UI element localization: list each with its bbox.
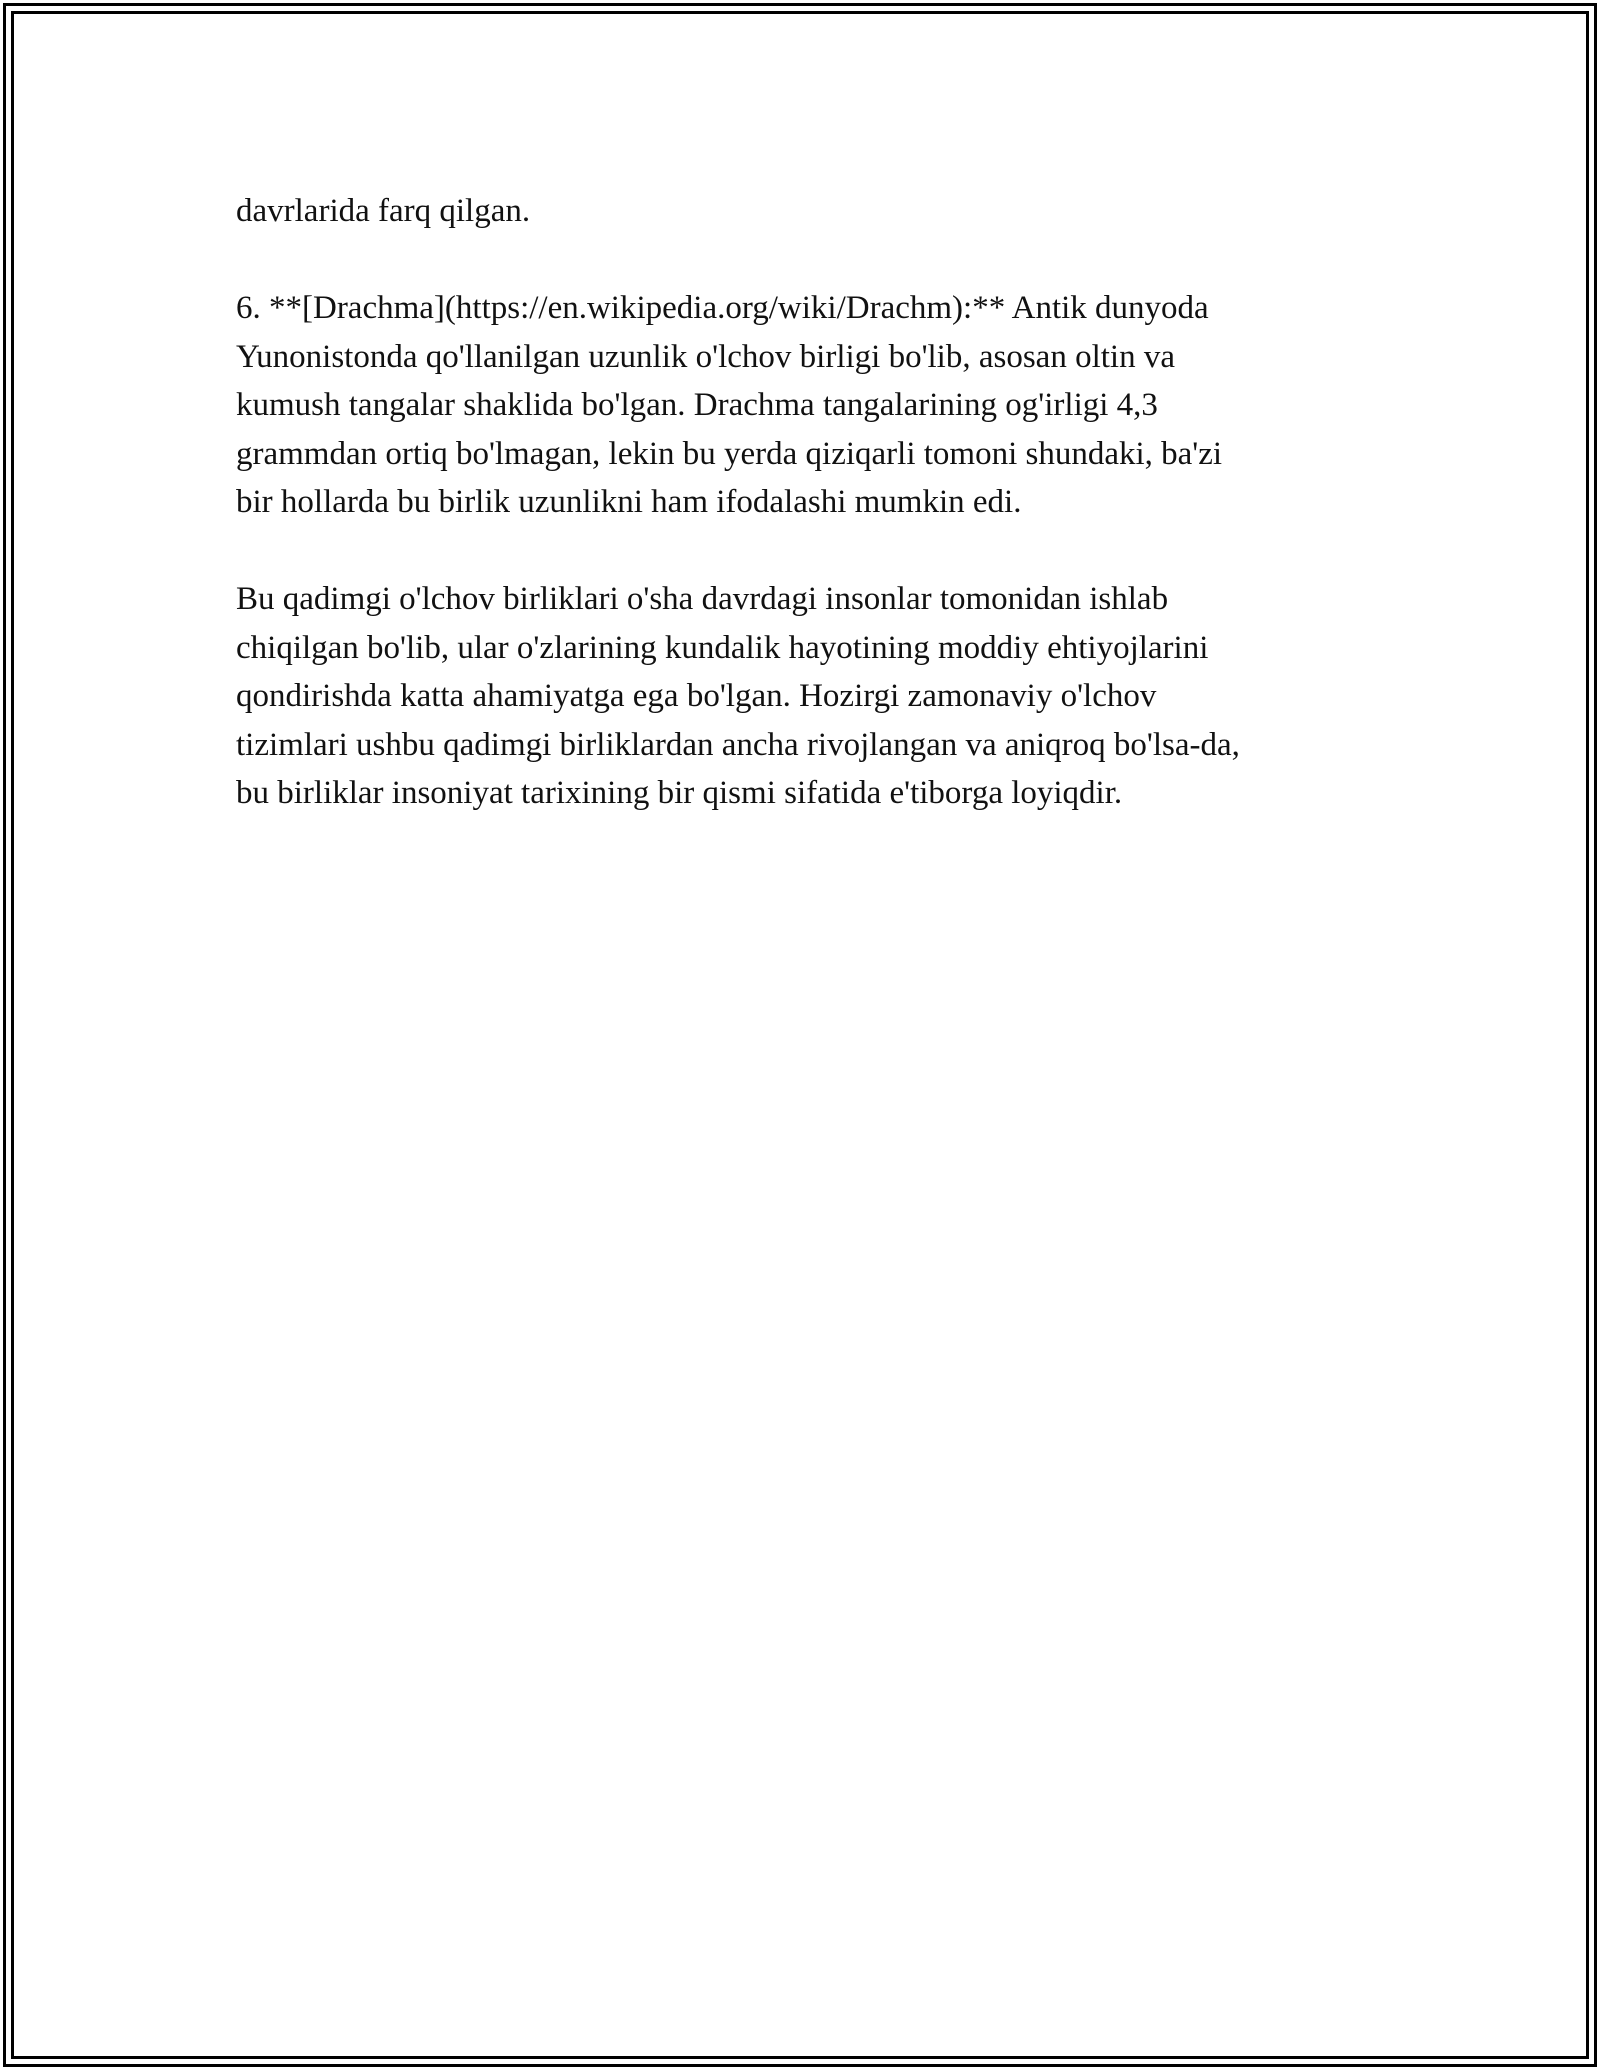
paragraph-continuation: davrlarida farq qilgan. xyxy=(236,193,531,229)
paragraph-drachma: 6. **[Drachma](https://en.wikipedia.org/wiki/Drachm):** Antik dunyoda Yunonistonda qo'llanilgan uzunlik o'lchov birligi bo'lib, asosan oltin va kumush tangalar shaklida bo'lgan. Drachma tangalarining og'irligi 4,3 grammdan ortiq bo'lmagan, lekin bu yerda qiziqarli tomoni shundaki, ba'zi bir hollarda bu birlik uzunlikni ham ifodalashi mumkin edi. xyxy=(236,290,1223,520)
paragraph-conclusion: Bu qadimgi o'lchov birliklari o'sha davrdagi insonlar tomonidan ishlab chiqilgan bo'lib, ular o'zlarining kundalik hayotining moddiy ehtiyojlarini qondirishda katta ahamiyatga ega bo'lgan. Hozirgi zamonaviy o'lchov tizimlari ushbu qadimgi birliklardan ancha rivojlangan va aniqroq bo'lsa-da, bu birliklar insoniyat tarixining bir qismi sifatida e'tiborga loyiqdir. xyxy=(236,581,1240,811)
document-body xyxy=(236,187,1376,866)
